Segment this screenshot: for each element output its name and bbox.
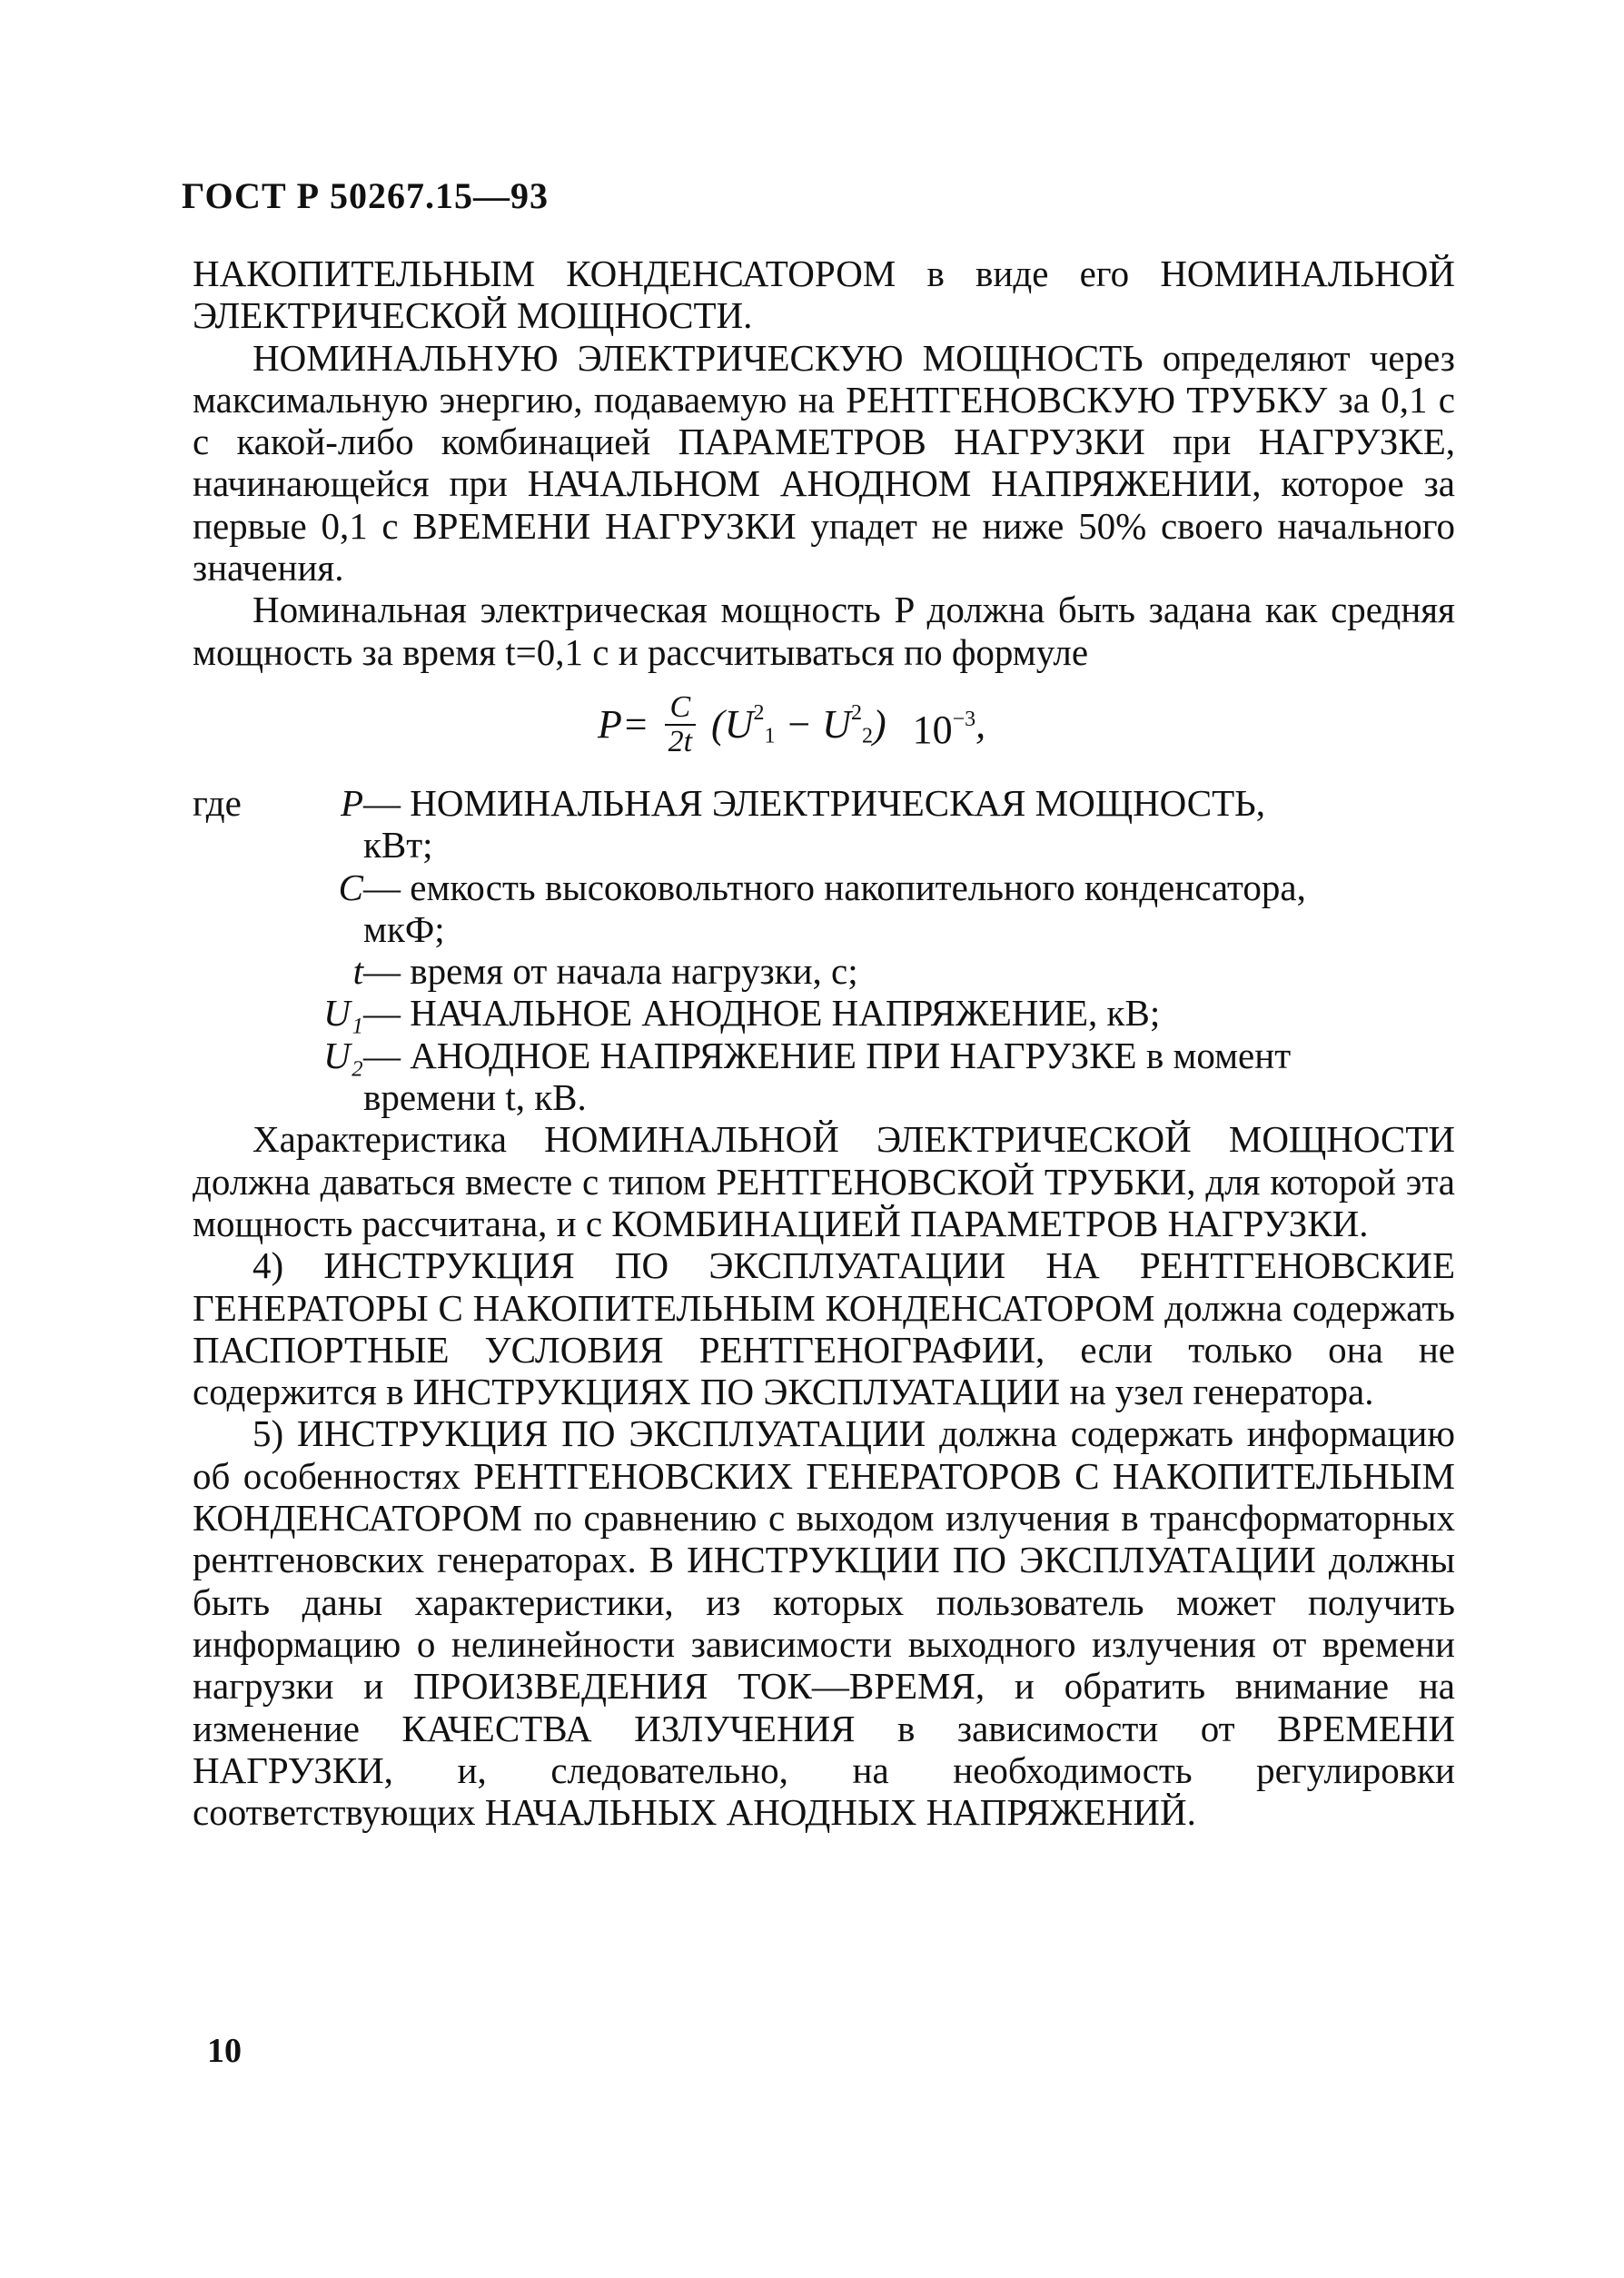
fraction-denominator: 2t bbox=[668, 724, 693, 758]
definition-c: C — емкость высоковольтного накопительного конденсатора, bbox=[338, 866, 1306, 908]
where-label: где bbox=[193, 781, 242, 824]
formula-factor: $10^{-3}$ bbox=[912, 707, 976, 753]
formula-u1: $U^2_1$ bbox=[724, 701, 776, 748]
formula-paren-close: ) bbox=[872, 701, 886, 747]
paragraph-5-item-4: 4) ИНСТРУКЦИЯ ПО ЭКСПЛУАТАЦИИ НА РЕНТГЕНОВСКИЕ ГЕНЕРАТОРЫ С НАКОПИТЕЛЬНЫМ КОНДЕНСАТОРОМ должна содержать ПАСПОРТНЫЕ УСЛОВИЯ РЕНТГЕНОГРАФИИ, если только она не содержится в ИНСТРУКЦИЯХ ПО ЭКСПЛУАТАЦИИ на узел генератора. bbox=[193, 1244, 1455, 1413]
power-formula bbox=[193, 673, 1455, 782]
definition-c-cont: мкФ; bbox=[363, 907, 445, 950]
formula-paren-open: ( bbox=[711, 701, 725, 747]
paragraph-2: НОМИНАЛЬНУЮ ЭЛЕКТРИЧЕСКУЮ МОЩНОСТЬ определяют через максимальную энергию, подаваемую на РЕНТГЕНОВСКУЮ ТРУБКУ за 0,1 с с какой-либо комбинацией ПАРАМЕТРОВ НАГРУЗКИ при НАГРУЗКЕ, начинающейся при НАЧАЛЬНОМ АНОДНОМ НАПРЯЖЕНИИ, которое за первые 0,1 с ВРЕМЕНИ НАГРУЗКИ упадет не ниже 50% своего начального значения. bbox=[193, 336, 1455, 589]
variable-definitions bbox=[193, 782, 1455, 1118]
paragraph-6-item-5: 5) ИНСТРУКЦИЯ ПО ЭКСПЛУАТАЦИИ должна содержать информацию об особенностях РЕНТГЕНОВСКИХ ГЕНЕРАТОРОВ С НАКОПИТЕЛЬНЫМ КОНДЕНСАТОРОМ по сравнению с выходом излучения в трансформаторных рентгеновских генераторах. В ИНСТРУКЦИИ ПО ЭКСПЛУАТАЦИИ должны быть даны характеристики, из которых пользователь может получить информацию о нелинейности зависимости выходного излучения от времени нагрузки и ПРОИЗВЕДЕНИЯ ТОК—ВРЕМЯ, и обратить внимание на изменение КАЧЕСТВА ИЗЛУЧЕНИЯ в зависимости от ВРЕМЕНИ НАГРУЗКИ, и, следовательно, на необходимость регулировки соответствующих НАЧАЛЬНЫХ АНОДНЫХ НАПРЯЖЕНИЙ. bbox=[193, 1412, 1455, 1834]
definition-u1: U₁ — НАЧАЛЬНОЕ АНОДНОЕ НАПРЯЖЕНИЕ, кВ; bbox=[323, 992, 1161, 1035]
definition-p: P — НОМИНАЛЬНАЯ ЭЛЕКТРИЧЕСКАЯ МОЩНОСТЬ, bbox=[340, 781, 1265, 824]
paragraph-4: Характеристика НОМИНАЛЬНОЙ ЭЛЕКТРИЧЕСКОЙ МОЩНОСТИ должна даваться вместе с типом РЕНТГЕНОВСКОЙ ТРУБКИ, для которой эта мощность рассчитана, и с КОМБИНАЦИЕЙ ПАРАМЕТРОВ НАГРУЗКИ. bbox=[193, 1118, 1455, 1244]
page-number: 10 bbox=[207, 2032, 242, 2070]
formula-fraction bbox=[665, 691, 696, 758]
paragraph-1: НАКОПИТЕЛЬНЫМ КОНДЕНСАТОРОМ в виде его НОМИНАЛЬНОЙ ЭЛЕКТРИЧЕСКОЙ МОЩНОСТИ. bbox=[193, 253, 1455, 337]
fraction-numerator: C bbox=[665, 691, 696, 726]
definition-u2-cont: времени t, кВ. bbox=[363, 1076, 587, 1119]
definition-t: t — время от начала нагрузки, с; bbox=[352, 950, 858, 993]
paragraph-3: Номинальная электрическая мощность P должна быть задана как средняя мощность за время t=0,1 с и рассчитываться по формуле bbox=[193, 589, 1455, 673]
formula-lhs: P= bbox=[598, 701, 649, 747]
formula-minus: − bbox=[785, 701, 813, 747]
document-header: ГОСТ Р 50267.15—93 bbox=[182, 175, 550, 216]
document-body bbox=[193, 253, 1455, 1833]
formula-u2: $U^2_2$ bbox=[822, 701, 873, 748]
formula-trail: , bbox=[975, 701, 986, 747]
definition-u2: U₂ — АНОДНОЕ НАПРЯЖЕНИЕ ПРИ НАГРУЗКЕ в момент bbox=[323, 1034, 1292, 1076]
definition-p-cont: кВт; bbox=[363, 824, 433, 867]
